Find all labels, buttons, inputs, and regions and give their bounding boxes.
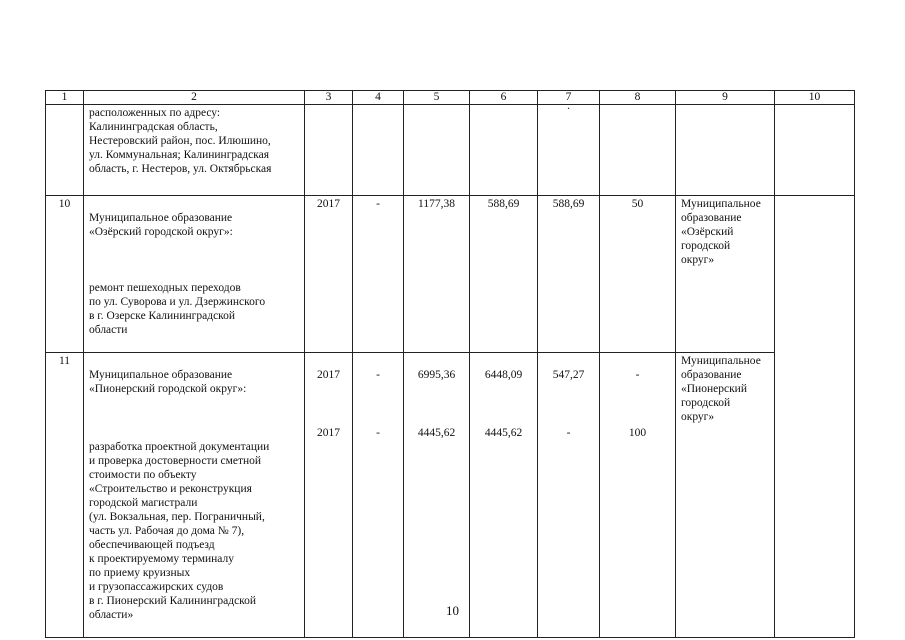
col6-b: 4445,62 [484, 427, 523, 439]
col7-b: - [566, 427, 571, 439]
col4-a: - [376, 369, 380, 381]
header-cell: 2 [84, 91, 305, 105]
cell-col4 [353, 105, 404, 196]
row-description [84, 353, 305, 638]
cell-col5 [404, 105, 470, 196]
year-cell: 2017 [305, 196, 353, 353]
cell-col9: Муниципальное образование «Озёрский городской округ» [676, 196, 775, 353]
row-title: Муниципальное образование «Озёрский городской округ»: [89, 212, 233, 238]
header-cell: 3 [305, 91, 353, 105]
header-cell: 9 [676, 91, 775, 105]
cell-col4 [353, 353, 404, 638]
year-cell [305, 353, 353, 638]
header-cell: 7 [538, 91, 600, 105]
row-title: Муниципальное образование «Пионерский городской округ»: [89, 369, 247, 395]
cell-col6: 588,69 [470, 196, 538, 353]
table-header-row [46, 91, 855, 105]
cell-col9: Муниципальное образование «Пионерский городской округ» [676, 353, 775, 638]
col7-a: 547,27 [552, 369, 585, 381]
cell-col7: 588,69 [538, 196, 600, 353]
cell-col10 [775, 196, 855, 638]
cell-col9 [676, 105, 775, 196]
header-cell: 6 [470, 91, 538, 105]
row-desc: разработка проектной документации и проверка достоверности сметной стоимости по объекту «Строительство и реконструкция городской магистрали (ул. Вокзальная, пер. Пограничный, часть ул. Рабочая до дома № 7), обеспечивающей подъезд к проектируемому терминалу по приему круизных и грузопассажирских судов в г. Пионерский Калининградской области» [89, 441, 270, 621]
col8-b: 100 [628, 427, 647, 439]
cell-col6 [470, 353, 538, 638]
cell-col6 [470, 105, 538, 196]
cell-col5: 1177,38 [404, 196, 470, 353]
year-b: 2017 [317, 427, 340, 439]
cell-col8 [600, 105, 676, 196]
table-row [46, 353, 855, 638]
cell-col8: 50 [600, 196, 676, 353]
col5-b: 4445,62 [417, 427, 456, 439]
row-desc: ремонт пешеходных переходов по ул. Суворова и ул. Дзержинского в г. Озерске Калининградской области [89, 282, 266, 336]
header-cell: 4 [353, 91, 404, 105]
col8-a: - [635, 369, 640, 381]
header-cell: 1 [46, 91, 84, 105]
year-cell [305, 105, 353, 196]
row-description [84, 196, 305, 353]
header-cell: 5 [404, 91, 470, 105]
row-number [46, 105, 84, 196]
cell-col8 [600, 353, 676, 638]
col5-a: 6995,36 [417, 369, 456, 381]
data-table [45, 90, 855, 638]
cell-col4: - [353, 196, 404, 353]
row-number: 11 [46, 353, 84, 638]
col4-b: - [376, 427, 380, 439]
dot-mark: · [566, 103, 571, 115]
page-number: 10 [446, 603, 459, 618]
cell-col7 [538, 105, 600, 196]
row-number: 10 [46, 196, 84, 353]
cell-col10 [775, 105, 855, 196]
table-row [46, 105, 855, 196]
year-a: 2017 [317, 369, 340, 381]
header-cell: 10 [775, 91, 855, 105]
cell-col7 [538, 353, 600, 638]
row-description: расположенных по адресу: Калининградская область, Нестеровский район, пос. Илюшино, ул. Коммунальная; Калининградская область, г. Нестеров, ул. Октябрьская [84, 105, 305, 196]
col6-a: 6448,09 [484, 369, 523, 381]
header-cell: 8 [600, 91, 676, 105]
cell-col5 [404, 353, 470, 638]
table-row [46, 196, 855, 353]
